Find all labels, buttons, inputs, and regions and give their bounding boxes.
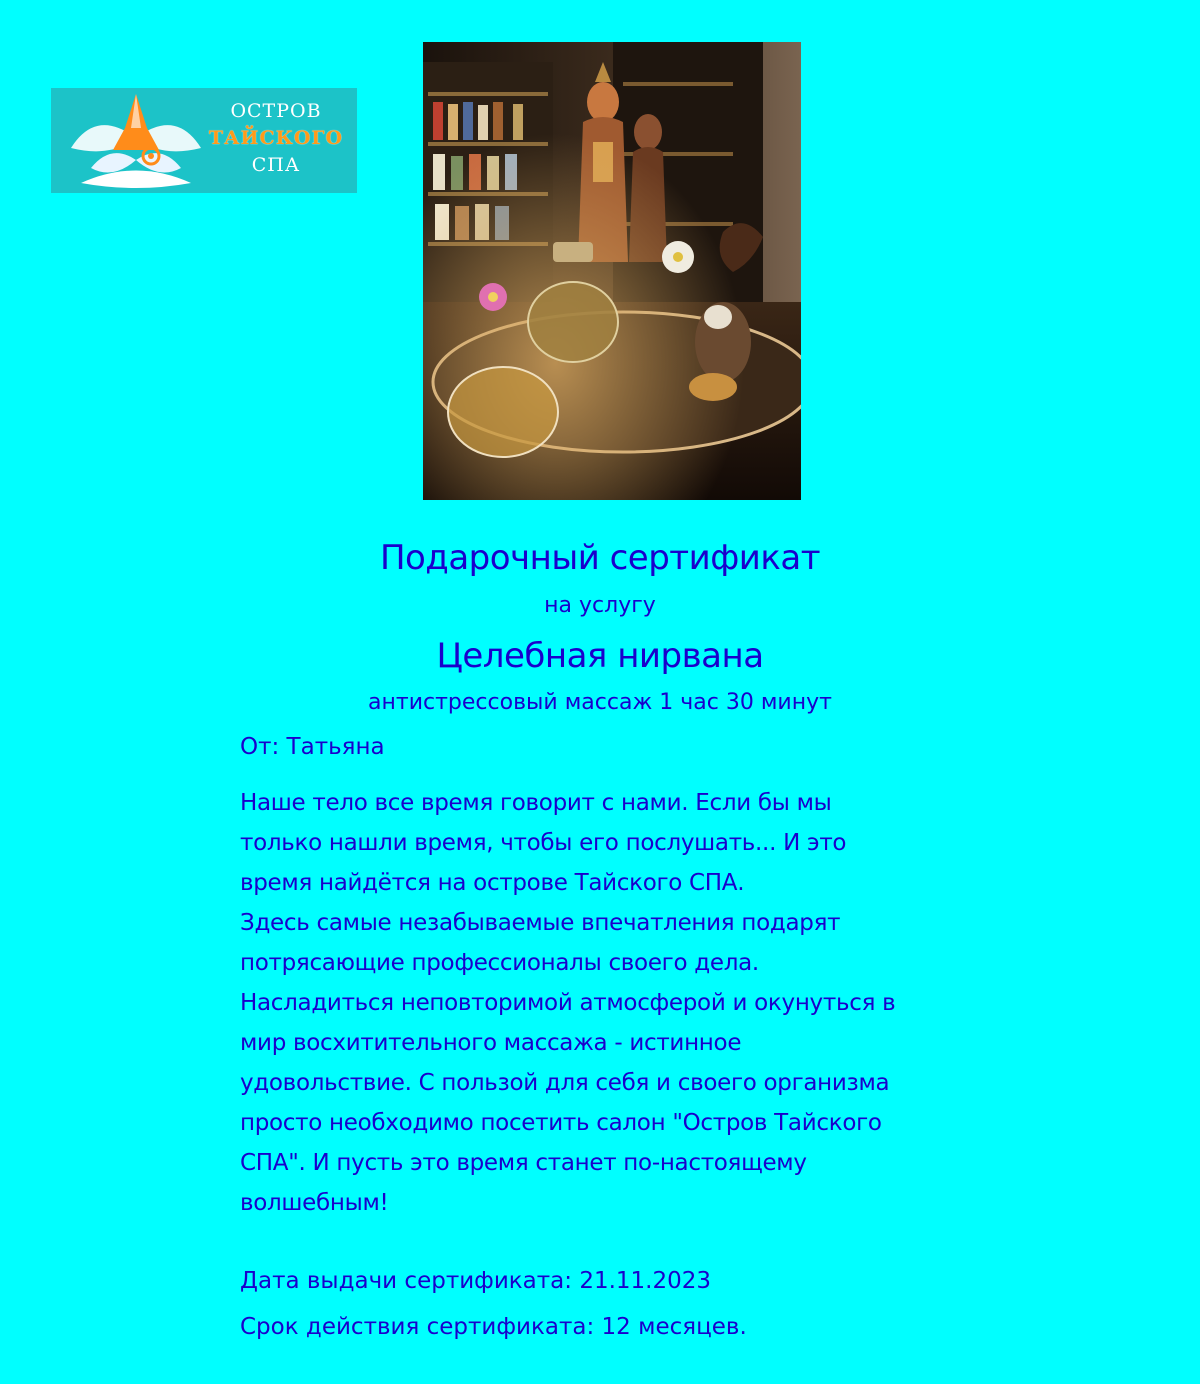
message-line: просто необходимо посетить салон "Остров Тайского <box>240 1110 882 1136</box>
logo-line-1: ОСТРОВ <box>230 100 322 122</box>
certificate-title: Подарочный сертификат <box>379 538 821 578</box>
spa-interior-photo <box>423 42 801 500</box>
photo-illustration <box>423 42 801 500</box>
message-line: Насладиться неповторимой атмосферой и окунуться в <box>240 990 896 1016</box>
certificate-subtitle: на услугу <box>544 593 656 618</box>
issue-date: Дата выдачи сертификата: 21.11.2023 <box>240 1268 712 1294</box>
validity-period: Срок действия сертификата: 12 месяцев. <box>240 1314 747 1340</box>
message-line: удовольствие. С пользой для себя и своего организма <box>240 1070 890 1096</box>
message-line: время найдётся на острове Тайского СПА. <box>240 870 745 896</box>
message-line: волшебным! <box>240 1190 389 1216</box>
logo-wordmark <box>201 98 351 179</box>
message-line: СПА". И пусть это время станет по-настоящему <box>240 1150 807 1176</box>
message-line: мир восхитительного массажа - истинное <box>240 1030 742 1056</box>
message-line: потрясающие профессионалы своего дела. <box>240 950 759 976</box>
sender-name: От: Татьяна <box>240 734 385 760</box>
brand-logo <box>51 88 357 193</box>
logo-line-3: СПА <box>251 154 301 176</box>
service-name: Целебная нирвана <box>436 636 764 676</box>
message-line: Наше тело все время говорит с нами. Если бы мы <box>240 790 832 816</box>
logo-line-2: ТАЙСКОГО <box>208 127 344 149</box>
message-line: Здесь самые незабываемые впечатления подарят <box>240 910 841 936</box>
certificate-message <box>240 783 960 1223</box>
message-line: только нашли время, чтобы его послушать... И это <box>240 830 847 856</box>
service-description: антистрессовый массаж 1 час 30 минут <box>368 690 832 715</box>
